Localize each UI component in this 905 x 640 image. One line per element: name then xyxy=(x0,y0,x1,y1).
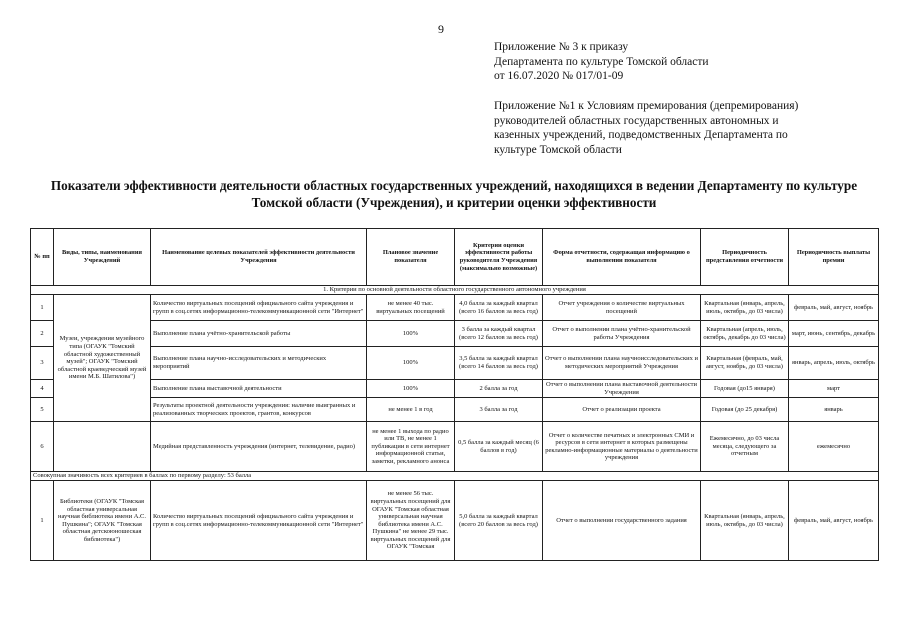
table-row xyxy=(31,380,879,398)
table-row xyxy=(31,422,879,472)
document-title: Показатели эффективности деятельности областных государственных учреждений, находящихся в ведении Департаменту по культуре Томской области (Учреждения), и критерии оценки эффективности xyxy=(50,178,858,210)
bonus-period-cell: ежемесячно xyxy=(789,422,879,472)
report-cell: Отчет учреждения о количестве виртуальных посещений xyxy=(543,295,701,321)
section-title: 1. Критерии по основной деятельности областного государственного автономного учреждения xyxy=(31,286,879,295)
header-cell: Форма отчетности, содержащая информацию о выполнении показателя xyxy=(543,229,701,286)
report-period-cell: Годовая (до 25 декабря) xyxy=(701,398,789,422)
table-row xyxy=(31,295,879,321)
report-period-cell: Квартальная (январь, апрель, июль, октябрь, до 03 числа) xyxy=(701,481,789,561)
appendix-line: Департамента по культуре Томской области xyxy=(494,55,709,68)
indicator-cell: Выполнение плана научно-исследовательских и методических мероприятий xyxy=(151,347,367,380)
indicator-cell: Результаты проектной деятельности учреждения: наличие выигранных и реализованных творческих проектов, грантов, конкурсов xyxy=(151,398,367,422)
appendix-header-2 xyxy=(494,99,798,157)
bonus-period-cell: февраль, май, август, ноябрь xyxy=(789,295,879,321)
appendix-line: Приложение № 3 к приказу xyxy=(494,41,629,53)
header-cell: Периодичность представления отчетности xyxy=(701,229,789,286)
appendix-line: культуре Томской области xyxy=(494,143,622,156)
header-cell: Плановое значение показателя xyxy=(367,229,455,286)
report-cell: Отчет о выполнении плана научноисследовательских и методических мероприятий Учреждения xyxy=(543,347,701,380)
header-cell: Критерии оценки эффективности работы руководителя Учреждения (максимально возможные) xyxy=(455,229,543,286)
page-number: 9 xyxy=(438,22,444,36)
report-cell: Отчет о количестве печатных и электронных СМИ и ресурсов в сети интернет в которых размещены рекламно-информационные материалы о деятельности учреждения xyxy=(543,422,701,472)
plan-cell: 100% xyxy=(367,347,455,380)
row-number: 1 xyxy=(31,295,54,321)
report-cell: Отчет о реализации проекта xyxy=(543,398,701,422)
indicators-table xyxy=(30,228,879,561)
criteria-cell: 3 балла за год xyxy=(455,398,543,422)
appendix-line: Приложение №1 к Условиям премирования (депремирования) xyxy=(494,100,799,112)
report-cell: Отчет о выполнении плана выставочной деятельности Учреждения xyxy=(543,380,701,398)
report-period-cell: Годовая (до15 января) xyxy=(701,380,789,398)
summary-text: Совокупная значимость всех критериев в баллах по первому разделу: 53 балла xyxy=(31,472,879,481)
indicator-cell: Медийная представленность учреждения (интернет, телевидение, радио) xyxy=(151,422,367,472)
header-cell: Периодичность выплаты премии xyxy=(789,229,879,286)
header-cell: Виды, типы, наименования Учреждений xyxy=(54,229,151,286)
bonus-period-cell: январь, апрель, июль, октябрь xyxy=(789,347,879,380)
header-cell: Наименование целевых показателей эффективности деятельности Учреждения xyxy=(151,229,367,286)
header-cell: № пп xyxy=(31,229,54,286)
plan-cell: не менее 56 тыс. виртуальных посещений для ОГАУК "Томская областная универсальная научная библиотека имени А.С. Пушкина" не менее 29 тыс. виртуальных посещений для ОГАУК "Томская xyxy=(367,481,455,561)
report-cell: Отчет о выполнении плана учётно-хранительской работы Учреждения xyxy=(543,321,701,347)
bonus-period-cell: январь xyxy=(789,398,879,422)
criteria-cell: 4,0 балла за каждый квартал (всего 16 баллов за весь год) xyxy=(455,295,543,321)
row-number: 1 xyxy=(31,481,54,561)
criteria-cell: 3,5 балла за каждый квартал (всего 14 баллов за весь год) xyxy=(455,347,543,380)
appendix-line: от 16.07.2020 № 017/01-09 xyxy=(494,70,624,82)
criteria-cell: 0,5 балла за каждый месяц (6 баллов в год) xyxy=(455,422,543,472)
criteria-cell: 5,0 балла за каждый квартал (всего 20 баллов за весь год) xyxy=(455,481,543,561)
report-period-cell: Квартальная (февраль, май, август, ноябрь, до 03 числа) xyxy=(701,347,789,380)
table-row xyxy=(31,481,879,561)
row-number: 6 xyxy=(31,422,54,472)
institution-cell: Библиотеки (ОГАУК "Томская областная универсальная научная библиотека имени А.С. Пушкина"; ОГАУК "Томская областная детскоюношеская библиотека") xyxy=(54,481,151,561)
report-cell: Отчет о выполнении государственного задания xyxy=(543,481,701,561)
table-row xyxy=(31,321,879,347)
appendix-header-1 xyxy=(494,40,709,84)
indicator-cell: Количество виртуальных посещений официального сайта учреждения и групп в соц.сетях информационно-телекоммуникационной сети "Интернет" xyxy=(151,295,367,321)
plan-cell: 100% xyxy=(367,380,455,398)
criteria-cell: 3 балла за каждый квартал (всего 12 баллов за весь год) xyxy=(455,321,543,347)
plan-cell: 100% xyxy=(367,321,455,347)
report-period-cell: Квартальная (январь, апрель, июль, октябрь, до 03 числа) xyxy=(701,295,789,321)
table-row xyxy=(31,398,879,422)
plan-cell: не менее 40 тыс. виртуальных посещений xyxy=(367,295,455,321)
table-row xyxy=(31,347,879,380)
criteria-cell: 2 балла за год xyxy=(455,380,543,398)
institution-cell: Музеи, учреждения музейного типа (ОГАУК "Томский областной художественный музей"; ОГАУК "Томский областной краеведческий музей имени М.Б. Шатилова") xyxy=(54,295,151,422)
indicator-cell: Выполнение плана учётно-хранительской работы xyxy=(151,321,367,347)
institution-cell-empty xyxy=(54,422,151,472)
indicator-cell: Выполнение плана выставочной деятельности xyxy=(151,380,367,398)
section-row xyxy=(31,286,879,295)
bonus-period-cell: март, июнь, сентябрь, декабрь xyxy=(789,321,879,347)
row-number: 5 xyxy=(31,398,54,422)
appendix-line: руководителей областных государственных автономных и xyxy=(494,114,779,127)
bonus-period-cell: февраль, май, август, ноябрь xyxy=(789,481,879,561)
table-header-row xyxy=(31,229,879,286)
bonus-period-cell: март xyxy=(789,380,879,398)
row-number: 2 xyxy=(31,321,54,347)
appendix-line: казенных учреждений, подведомственных Департамента по xyxy=(494,129,788,141)
plan-cell: не менее 1 выхода по радио или ТВ, не менее 1 публикации в сети интернет информационной статьи, заметки, рекламного анонса xyxy=(367,422,455,472)
summary-row xyxy=(31,472,879,481)
row-number: 4 xyxy=(31,380,54,398)
indicator-cell: Количество виртуальных посещений официального сайта учреждения и групп в соц.сетях информационно-телекоммуникационной сети "Интернет" xyxy=(151,481,367,561)
report-period-cell: Ежемесячно, до 03 числа месяца, следующего за отчетным xyxy=(701,422,789,472)
row-number: 3 xyxy=(31,347,54,380)
report-period-cell: Квартальная (апрель, июль, октябрь, декабрь до 03 числа) xyxy=(701,321,789,347)
plan-cell: не менее 1 в год xyxy=(367,398,455,422)
